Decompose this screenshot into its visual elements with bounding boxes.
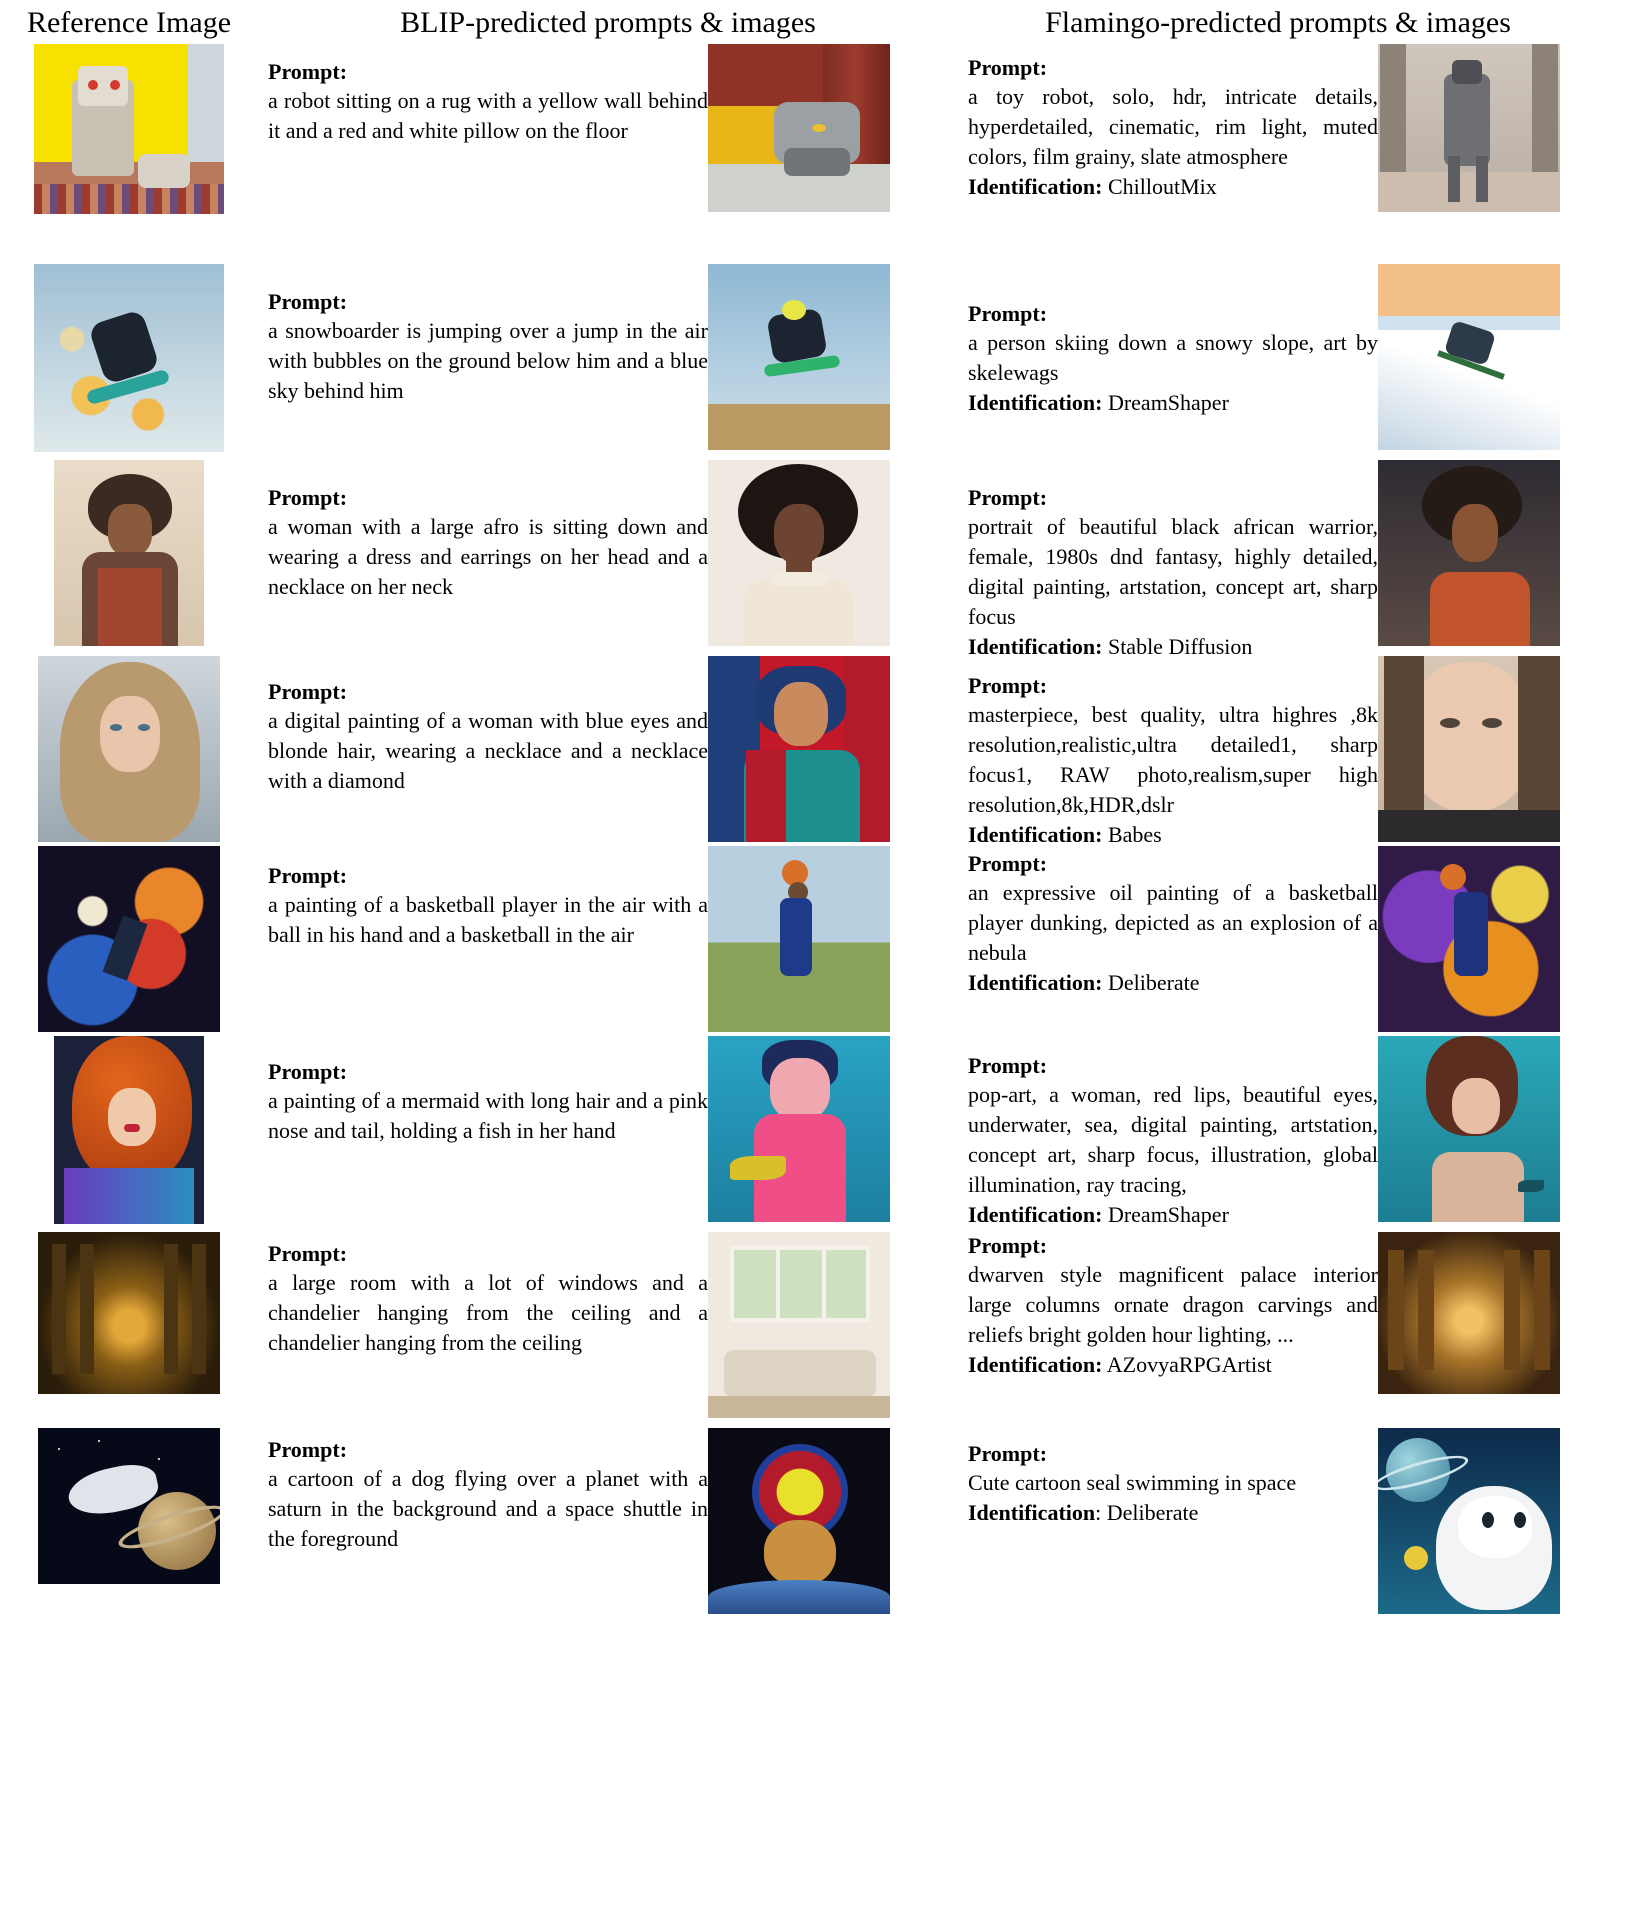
flamingo-prompt-cell — [958, 656, 1378, 849]
reference-image-cell — [0, 1428, 258, 1584]
identification-row — [968, 1499, 1378, 1528]
blip-prompt-text: a cartoon of a dog flying over a planet with a saturn in the background and a space shuttle in the foreground — [268, 1466, 708, 1551]
table-row — [0, 846, 1628, 1036]
prompt-label: Prompt: — [968, 301, 1048, 326]
flamingo-image-cell — [1378, 656, 1628, 842]
flamingo-prompt-text: masterpiece, best quality, ultra highres ,8k resolution,realistic,ultra detailed1, sharp focus1, RAW photo,realism,super high resolution,8k,HDR,dslr — [968, 702, 1378, 817]
prompt-label: Prompt: — [968, 1233, 1048, 1258]
flamingo-prompt-text: portrait of beautiful black african warrior, female, 1980s dnd fantasy, highly detailed, digital painting, artstation, concept art, sharp focus — [968, 514, 1378, 629]
identification-label: Identification: — [968, 389, 1103, 415]
blip-image-cell — [708, 44, 958, 212]
flamingo-image — [1378, 264, 1560, 450]
reference-image — [38, 656, 220, 842]
prompt-label: Prompt: — [268, 59, 348, 84]
blip-prompt-cell — [258, 1428, 708, 1554]
identification-row — [968, 173, 1378, 202]
flamingo-prompt-text: a person skiing down a snowy slope, art by skelewags — [968, 330, 1378, 386]
prompt-label: Prompt: — [968, 851, 1048, 876]
blip-prompt-cell — [258, 44, 708, 146]
blip-image — [708, 1428, 890, 1614]
flamingo-image-cell — [1378, 1036, 1628, 1222]
blip-image-cell — [708, 1232, 958, 1418]
reference-image-cell — [0, 846, 258, 1032]
identification-value: ChilloutMix — [1107, 173, 1217, 199]
identification-value: AZovyaRPGArtist — [1106, 1351, 1272, 1377]
table-row — [0, 460, 1628, 659]
flamingo-prompt-text: pop-art, a woman, red lips, beautiful eyes, underwater, sea, digital painting, artstation, concept art, sharp focus, illustration, global illumination, ray tracing, — [968, 1082, 1378, 1197]
identification-label: Identification: — [968, 1201, 1103, 1227]
blip-image-cell — [708, 846, 958, 1032]
blip-image-cell — [708, 264, 958, 450]
flamingo-prompt-cell — [958, 264, 1378, 418]
table-row — [0, 656, 1628, 846]
identification-label: Identification: — [968, 633, 1103, 659]
reference-image — [38, 1428, 220, 1584]
prompt-label: Prompt: — [268, 1059, 348, 1084]
identification-value: DreamShaper — [1107, 389, 1229, 415]
identification-row — [968, 969, 1378, 998]
prompt-label: Prompt: — [968, 1053, 1048, 1078]
flamingo-image-cell — [1378, 846, 1628, 1032]
blip-prompt-text: a snowboarder is jumping over a jump in the air with bubbles on the ground below him and a blue sky behind him — [268, 318, 708, 403]
flamingo-image-cell — [1378, 264, 1628, 450]
flamingo-image — [1378, 1036, 1560, 1222]
column-headers — [0, 0, 1628, 40]
identification-row — [968, 1351, 1378, 1380]
flamingo-prompt-cell — [958, 1232, 1378, 1379]
reference-image-cell — [0, 460, 258, 646]
blip-prompt-cell — [258, 846, 708, 950]
prompt-label: Prompt: — [968, 485, 1048, 510]
header-flamingo-column: Flamingo-predicted prompts & images — [1045, 6, 1511, 39]
flamingo-image — [1378, 656, 1560, 842]
blip-prompt-text: a digital painting of a woman with blue eyes and blonde hair, wearing a necklace and a necklace with a diamond — [268, 708, 708, 793]
reference-image — [54, 460, 204, 646]
flamingo-image — [1378, 1232, 1560, 1394]
identification-row — [968, 389, 1378, 418]
blip-prompt-cell — [258, 1232, 708, 1358]
blip-prompt-cell — [258, 656, 708, 796]
prompt-label: Prompt: — [968, 673, 1048, 698]
flamingo-prompt-cell — [958, 846, 1378, 997]
blip-prompt-text: a robot sitting on a rug with a yellow wall behind it and a red and white pillow on the floor — [268, 88, 708, 144]
identification-value: Stable Diffusion — [1107, 633, 1253, 659]
header-blip-column: BLIP-predicted prompts & images — [400, 6, 816, 39]
identification-colon: : — [1095, 1500, 1107, 1526]
flamingo-prompt-text: dwarven style magnificent palace interior large columns ornate dragon carvings and reliefs bright golden hour lighting, ... — [968, 1262, 1378, 1347]
blip-image — [708, 264, 890, 450]
flamingo-prompt-text: a toy robot, solo, hdr, intricate details, hyperdetailed, cinematic, rim light, muted colors, film grainy, slate atmosphere — [968, 84, 1378, 169]
blip-prompt-cell — [258, 1036, 708, 1146]
flamingo-prompt-text: Cute cartoon seal swimming in space — [968, 1470, 1297, 1496]
blip-prompt-cell — [258, 264, 708, 406]
reference-image-cell — [0, 656, 258, 842]
blip-prompt-text: a painting of a basketball player in the air with a ball in his hand and a basketball in the air — [268, 892, 708, 948]
prompt-label: Prompt: — [268, 1241, 348, 1266]
blip-image — [708, 846, 890, 1032]
identification-value: DreamShaper — [1107, 1201, 1229, 1227]
blip-image-cell — [708, 460, 958, 646]
comparison-grid — [0, 44, 1628, 1628]
flamingo-image-cell — [1378, 1428, 1628, 1614]
reference-image — [54, 1036, 204, 1224]
identification-label: Identification — [968, 1500, 1096, 1526]
table-row — [0, 1428, 1628, 1628]
flamingo-image-cell — [1378, 460, 1628, 646]
flamingo-image — [1378, 44, 1560, 212]
blip-image — [708, 460, 890, 646]
prompt-label: Prompt: — [268, 485, 348, 510]
flamingo-image — [1378, 460, 1560, 646]
blip-image-cell — [708, 1428, 958, 1614]
blip-image — [708, 44, 890, 212]
reference-image — [34, 264, 224, 452]
blip-image — [708, 656, 890, 842]
table-row — [0, 1036, 1628, 1232]
blip-image — [708, 1232, 890, 1418]
flamingo-prompt-cell — [958, 1036, 1378, 1229]
flamingo-image — [1378, 1428, 1560, 1614]
reference-image — [38, 1232, 220, 1394]
reference-image — [38, 846, 220, 1032]
prompt-label: Prompt: — [268, 679, 348, 704]
flamingo-image-cell — [1378, 44, 1628, 212]
identification-label: Identification: — [968, 969, 1103, 995]
blip-image — [708, 1036, 890, 1222]
table-row — [0, 1232, 1628, 1428]
blip-prompt-cell — [258, 460, 708, 602]
blip-image-cell — [708, 1036, 958, 1222]
prompt-label: Prompt: — [268, 289, 348, 314]
reference-image-cell — [0, 264, 258, 452]
identification-label: Identification: — [968, 1351, 1103, 1377]
prompt-label: Prompt: — [268, 863, 348, 888]
flamingo-prompt-cell — [958, 44, 1378, 201]
blip-prompt-text: a woman with a large afro is sitting down and wearing a dress and earrings on her head and a necklace on her neck — [268, 514, 708, 599]
flamingo-image-cell — [1378, 1232, 1628, 1394]
table-row — [0, 44, 1628, 264]
identification-value: Deliberate — [1106, 1500, 1199, 1526]
prompt-label: Prompt: — [968, 55, 1048, 80]
flamingo-prompt-text: an expressive oil painting of a basketball player dunking, depicted as an explosion of a nebula — [968, 880, 1378, 965]
reference-image-cell — [0, 1232, 258, 1394]
blip-prompt-text: a painting of a mermaid with long hair and a pink nose and tail, holding a fish in her hand — [268, 1088, 708, 1144]
identification-value: Babes — [1107, 821, 1162, 847]
blip-prompt-text: a large room with a lot of windows and a chandelier hanging from the ceiling and a chandelier hanging from the ceiling — [268, 1270, 708, 1355]
flamingo-prompt-cell — [958, 1428, 1378, 1528]
identification-row — [968, 1201, 1378, 1230]
flamingo-prompt-cell — [958, 460, 1378, 661]
identification-label: Identification: — [968, 821, 1103, 847]
prompt-label: Prompt: — [968, 1441, 1048, 1466]
flamingo-image — [1378, 846, 1560, 1032]
blip-image-cell — [708, 656, 958, 842]
prompt-label: Prompt: — [268, 1437, 348, 1462]
table-row — [0, 264, 1628, 460]
reference-image-cell — [0, 44, 258, 214]
identification-value: Deliberate — [1107, 969, 1200, 995]
identification-label: Identification: — [968, 173, 1103, 199]
reference-image-cell — [0, 1036, 258, 1224]
reference-image — [34, 44, 224, 214]
header-reference-image: Reference Image — [26, 6, 232, 39]
